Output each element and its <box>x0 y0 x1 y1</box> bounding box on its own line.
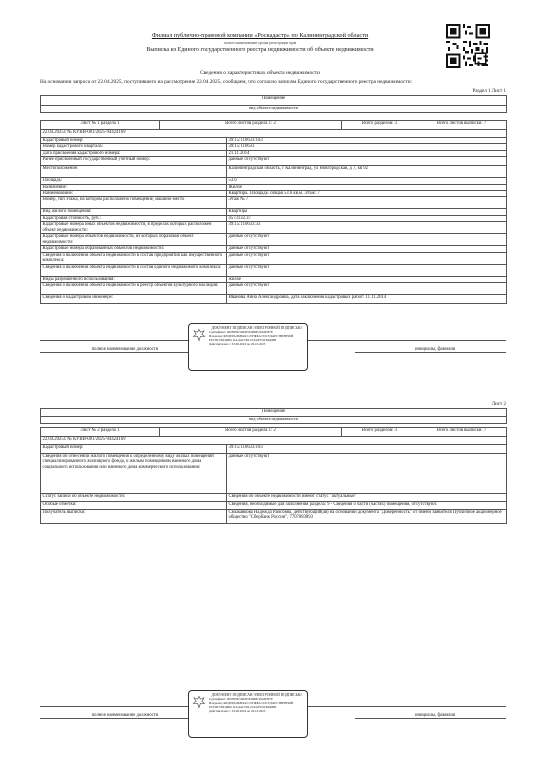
extract-title: Выписка из Единого государственного реестра недвижимости об объекте недвижимости <box>146 47 374 53</box>
field-label: Сведения о включении объекта недвижимости в реестр объектов культурного наследия: <box>41 283 227 295</box>
position-caption: полное наименование должности <box>91 347 159 352</box>
field-label: Назначение: <box>41 184 227 190</box>
field-value: Иванова Анна Александровна, дата заключения кадастровых работ: 11.11.2014 <box>227 295 507 304</box>
field-label: Кадастровые номера иных объектов недвижимости, в пределах которых расположен объект недвижимости: <box>41 222 227 234</box>
intro-text: На основании запроса от 22.04.2025, поступившего на рассмотрение 22.04.2025, сообщаем, что согласно записям Единого государственного реестра недвижимости: <box>40 79 413 85</box>
stamp-owner: Владелец: ФЕДЕРАЛЬНАЯ СЛУЖБА ГОСУДАРСТВЕННОЙ РЕГИСТРАЦИИ, КАДАСТРА И КАРТОГРАФИИ <box>209 334 294 343</box>
field-value: Жилое <box>227 184 507 190</box>
sheets-total-count: Всего листов выписки: 7 <box>436 428 487 433</box>
field-value: данные отсутствуют <box>227 246 507 252</box>
field-value: данные отсутствуют <box>227 157 507 166</box>
sections-count: Всего разделов: 3 <box>361 121 397 126</box>
stamp-certificate: Сертификат: 0095859C64D05E48DE40A0DF7E <box>209 697 273 702</box>
field-value: жилое <box>227 276 507 282</box>
field-value: Квартира. Площадь: общая 53.6 кв.м. Этаж: 7 <box>227 191 507 197</box>
signature-line-left <box>40 352 190 353</box>
field-label: Сведения о включении объекта недвижимости в состав единого недвижимого комплекса: <box>41 264 227 276</box>
stamp-title: ДОКУМЕНТ ПОДПИСАН ЭЛЕКТРОННОЙ ПОДПИСЬЮ <box>211 693 302 697</box>
electronic-signature-stamp <box>188 323 308 371</box>
extract-number: 22.04.2025г. № КУВИ-001/2025-94424169 <box>41 130 507 138</box>
position-caption: полное наименование должности <box>91 713 159 718</box>
sheets-total <box>342 428 507 437</box>
section-label: Раздел 1 Лист 1 <box>472 89 506 94</box>
sheet-number: Лист № 2 раздела 1 <box>41 428 160 437</box>
field-value: Сведения, необходимые для заполнения раздела: 9 - Сведения о части (частях) помещения, отсутствуют. <box>227 502 507 510</box>
field-label: Номер кадастрового квартала: <box>41 144 227 150</box>
sheet2-table <box>40 408 507 524</box>
field-label: Наименование: <box>41 191 227 197</box>
field-label: Ранее присвоенный государственный учетный номер: <box>41 157 227 166</box>
field-value: Калининградская область, г Калининград, ул Новгородская, д 7, кв 92 <box>227 166 507 178</box>
sheets-in-section: Всего листов раздела 1: 2 <box>160 428 342 437</box>
field-label: Местоположение: <box>41 166 227 178</box>
field-value: данные отсутствуют <box>227 234 507 246</box>
field-value: Смыкавкова Надежда Раисовна, действующий(ая) на основании документа "Доверенность" от имени заявителя Публичное акционерное общество "Сбербанк России", 7707083893 <box>227 510 507 524</box>
field-label: Кадастровый номер: <box>41 138 227 144</box>
sheets-total-count: Всего листов выписки: 7 <box>436 121 487 126</box>
field-label: Кадастровая стоимость, руб.: <box>41 215 227 221</box>
field-value: 39:15:110633:33 <box>227 222 507 234</box>
field-label: Кадастровый номер: <box>41 445 227 454</box>
sheets-in-section: Всего листов раздела 1: 2 <box>160 121 342 130</box>
field-value: Квартира <box>227 209 507 215</box>
stamp-title: ДОКУМЕНТ ПОДПИСАН ЭЛЕКТРОННОЙ ПОДПИСЬЮ <box>211 326 302 330</box>
field-label: Кадастровые номера объектов недвижимости, из которых образован объект недвижимости: <box>41 234 227 246</box>
field-label: Виды разрешенного использования: <box>41 276 227 282</box>
field-label: Сведения о включении объекта недвижимости в состав предприятия как имущественного комплекса: <box>41 252 227 264</box>
name-caption: инициалы, фамилия <box>414 713 456 718</box>
field-value: данные отсутствуют <box>227 264 507 276</box>
object-type: Помещение <box>41 96 507 106</box>
sections-count: Всего разделов: 3 <box>361 428 397 433</box>
eagle-emblem-icon <box>192 695 206 709</box>
field-label: Площадь: <box>41 178 227 184</box>
signature-line-right <box>355 352 506 353</box>
field-value: Сведения об объекте недвижимости имеют статус "актуальные" <box>227 494 507 502</box>
field-label: Получатель выписки: <box>41 510 227 524</box>
organization-caption: полное наименование органа регистрации прав <box>223 41 297 45</box>
field-label: Статус записи об объекте недвижимости: <box>41 494 227 502</box>
stamp-validity: Действителен: с 03.06.2024 по 26.10.2025 <box>209 342 266 347</box>
field-label: Сведения о кадастровом инженере: <box>41 295 227 304</box>
field-label: Вид жилого помещения: <box>41 209 227 215</box>
field-label: Кадастровые номера образованных объектов недвижимости: <box>41 246 227 252</box>
object-type-caption: вид объекта недвижимости <box>41 417 507 424</box>
intro-title: Сведения о характеристиках объекта недвижимости <box>200 70 320 76</box>
electronic-signature-stamp <box>188 690 308 738</box>
stamp-certificate: Сертификат: 0095859C64D05E48DE40A0DF7E <box>209 330 273 335</box>
field-value: 39:15:110633:103 <box>227 138 507 144</box>
eagle-emblem-icon <box>192 328 206 342</box>
qr-code-icon <box>446 24 490 68</box>
field-value: данные отсутствуют <box>227 252 507 264</box>
sheet2-label: Лист 2 <box>491 402 506 407</box>
signature-line-left <box>40 718 190 719</box>
field-value: данные отсутствуют <box>227 283 507 295</box>
field-value: Этаж № 7 <box>227 197 507 209</box>
stamp-owner: Владелец: ФЕДЕРАЛЬНАЯ СЛУЖБА ГОСУДАРСТВЕННОЙ РЕГИСТРАЦИИ, КАДАСТРА И КАРТОГРАФИИ <box>209 701 294 710</box>
field-label: Сведения об отнесении жилого помещения к определенному виду жилых помещений специализированного жилищного фонда, к жилым помещениям наемного дома социального использования или наемного дома коммерческого использования: <box>41 454 227 494</box>
field-label: Номер, тип этажа, на котором расположено помещение, машино-место <box>41 197 227 209</box>
object-type-caption: вид объекта недвижимости <box>41 106 507 113</box>
sheet-number: Лист № 1 раздела 1 <box>41 121 160 130</box>
field-value: 39:15:110633 <box>227 144 507 150</box>
extract-number: 22.04.2025г. № КУВИ-001/2025-94424169 <box>41 437 507 445</box>
sheets-total <box>342 121 507 130</box>
sheet1-table <box>40 95 507 304</box>
organization-name: Филиал публично-правовой компании «Роскадастр» по Калининградской области <box>151 32 369 39</box>
signature-line-right <box>355 718 506 719</box>
stamp-validity: Действителен: с 03.06.2024 по 26.10.2025 <box>209 709 266 714</box>
object-type: Помещение <box>41 409 507 417</box>
field-value: 53.6 <box>227 178 507 184</box>
field-value: 4573132.37 <box>227 215 507 221</box>
field-value: 21.11.2014 <box>227 150 507 156</box>
name-caption: инициалы, фамилия <box>414 347 456 352</box>
field-value: данные отсутствуют <box>227 454 507 494</box>
field-label: Дата присвоения кадастрового номера: <box>41 150 227 156</box>
field-label: Особые отметки: <box>41 502 227 510</box>
field-value: 39:15:110633:103 <box>227 445 507 454</box>
